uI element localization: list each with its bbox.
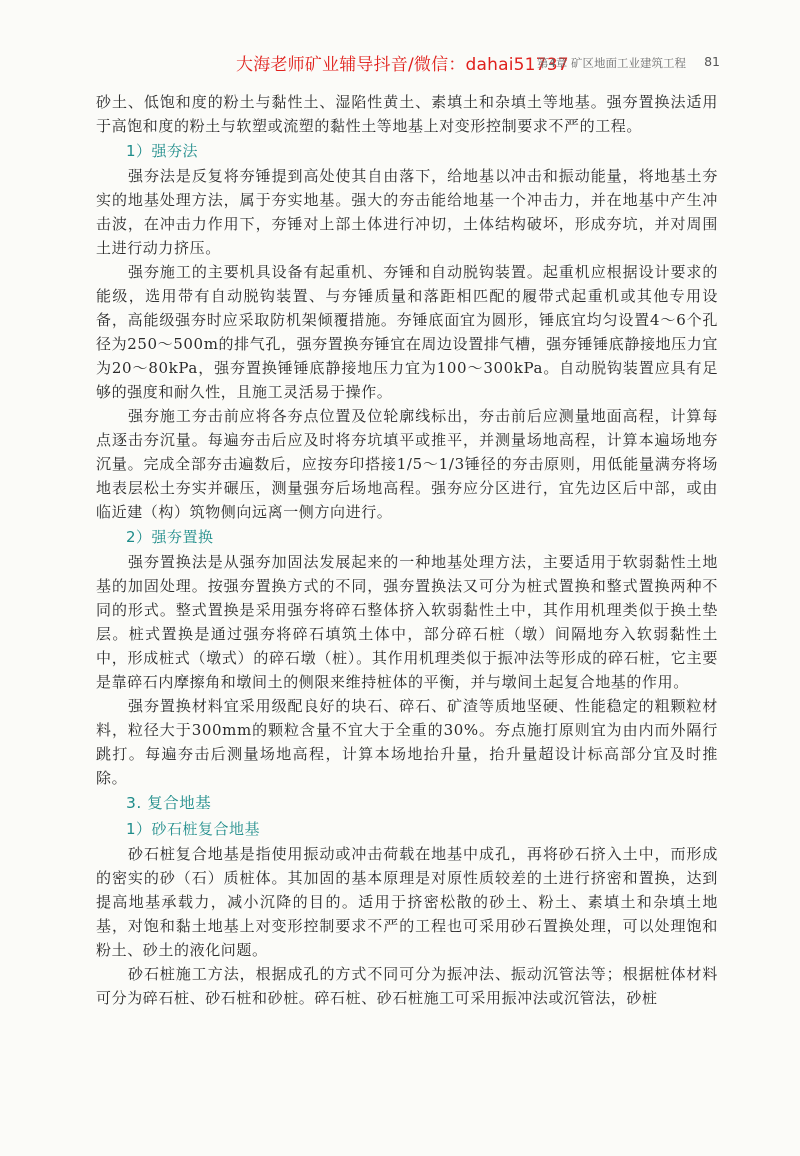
paragraph: 强夯施工夯击前应将各夯点位置及位轮廓线标出，夯击前后应测量地面高程，计算每点逐击夯沉量。每遍夯击后应及时将夯坑填平或推平，并测量场地高程，计算本遍场地夯沉量。完成全部夯击遍数后，应按夯印搭接1/5～1/3锤径的夯击原则，用低能量满夯将场地表层松土夯实并碾压，测量强夯后场地高程。强夯应分区进行，宜先边区后中部，或由临近建（构）筑物侧向远离一侧方向进行。 [96, 407, 718, 521]
subsection-heading: 1）砂石桩复合地基 [126, 820, 261, 838]
paragraph: 砂石桩施工方法，根据成孔的方式不同可分为振冲法、振动沉管法等；根据桩体材料可分为碎石桩、砂石桩和砂桩。碎石桩、砂石桩施工可采用振冲法或沉管法，砂桩 [96, 965, 718, 1007]
paragraph: 强夯法是反复将夯锤提到高处使其自由落下，给地基以冲击和振动能量，将地基土夯实的地基处理方法，属于夯实地基。强大的夯击能给地基一个冲击力，并在地基中产生冲击波，在冲击力作用下，夯锤对上部土体进行冲切，土体结构破坏，形成夯坑，并对周围土进行动力挤压。 [96, 167, 718, 257]
subsection-heading: 2）强夯置换 [126, 528, 214, 546]
page-number: 81 [704, 54, 720, 69]
page-body [96, 90, 718, 1010]
chapter-title: 第4章 矿区地面工业建筑工程 [537, 56, 686, 70]
paragraph: 砂土、低饱和度的粉土与黏性土、湿陷性黄土、素填土和杂填土等地基。强夯置换法适用于高饱和度的粉土与软塑或流塑的黏性土等地基上对变形控制要求不严的工程。 [96, 93, 718, 135]
paragraph: 强夯置换材料宜采用级配良好的块石、碎石、矿渣等质地坚硬、性能稳定的粗颗粒材料，粒径大于300mm的颗粒含量不宜大于全重的30%。夯点施打原则宜为由内而外隔行跳打。每遍夯击后测量场地高程，计算本场地抬升量，抬升量超设计标高部分宜及时推除。 [96, 697, 718, 787]
paragraph: 强夯置换法是从强夯加固法发展起来的一种地基处理方法，主要适用于软弱黏性土地基的加固处理。按强夯置换方式的不同，强夯置换法又可分为桩式置换和整式置换两种不同的形式。整式置换是采用强夯将碎石整体挤入软弱黏性土中，其作用机理类似于换土垫层。桩式置换是通过强夯将碎石填筑土体中，部分碎石桩（墩）间隔地夯入软弱黏性土中，形成桩式（墩式）的碎石墩（桩）。其作用机理类似于振冲法等形成的碎石桩，它主要是靠碎石内摩擦角和墩间土的侧限来维持桩体的平衡，并与墩间土起复合地基的作用。 [96, 553, 718, 691]
paragraph: 砂石桩复合地基是指使用振动或冲击荷载在地基中成孔，再将砂石挤入土中，而形成的密实的砂（石）质桩体。其加固的基本原理是对原性质较差的土进行挤密和置换，达到提高地基承载力，减小沉降的目的。适用于挤密松散的砂土、粉土、素填土和杂填土地基，对饱和黏土地基上对变形控制要求不严的工程也可采用砂石置换处理，可以处理饱和粉土、砂土的液化问题。 [96, 845, 718, 959]
page-header [86, 50, 720, 74]
subsection-heading: 1）强夯法 [126, 142, 199, 160]
paragraph: 强夯施工的主要机具设备有起重机、夯锤和自动脱钩装置。起重机应根据设计要求的能级，选用带有自动脱钩装置、与夯锤质量和落距相匹配的履带式起重机或其他专用设备，高能级强夯时应采取防机架倾覆措施。夯锤底面宜为圆形，锤底宜均匀设置4～6个孔径为250～500m的排气孔，强夯置换夯锤宜在周边设置排气槽，强夯锤锤底静接地压力宜为20～80kPa，强夯置换锤锤底静接地压力宜为100～300kPa。自动脱钩装置应具有足够的强度和耐久性，且施工灵活易于操作。 [96, 263, 718, 401]
watermark-text: 大海老师矿业辅导抖音/微信：dahai51737 [236, 55, 569, 75]
section-heading: 3. 复合地基 [126, 794, 212, 812]
